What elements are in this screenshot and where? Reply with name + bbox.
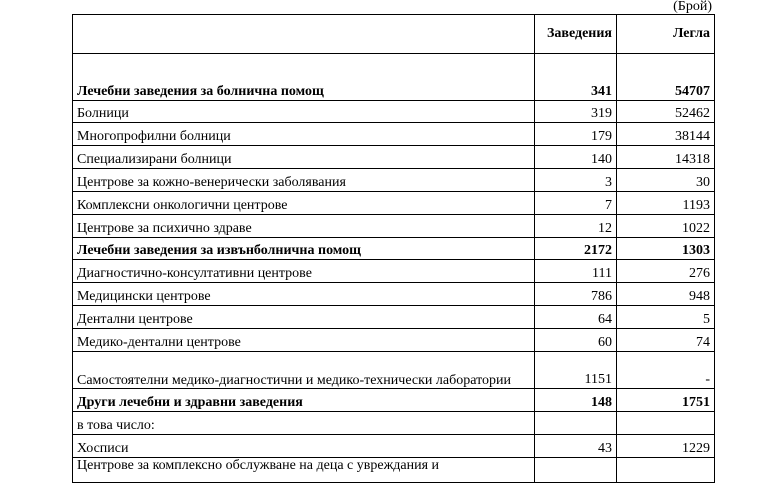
row-institutions: 7: [535, 192, 617, 215]
row-institutions: 64: [535, 306, 617, 329]
row-beds: 54707: [617, 54, 715, 101]
row-name: Самостоятелни медико-диагностични и медико-технически лаборатории: [73, 352, 535, 389]
table-row: [73, 101, 715, 123]
row-name: Болници: [73, 101, 535, 123]
row-name: Диагностично-консултативни центрове: [73, 260, 535, 283]
row-beds: -: [617, 352, 715, 389]
row-institutions: 111: [535, 260, 617, 283]
row-name: Центрове за психично здраве: [73, 215, 535, 238]
table-row: [73, 260, 715, 283]
table-row: [73, 192, 715, 215]
table-row: [73, 238, 715, 260]
row-institutions: 12: [535, 215, 617, 238]
table-row: [73, 352, 715, 389]
row-institutions: [535, 458, 617, 483]
row-name: Центрове за кожно-венерически заболявания: [73, 169, 535, 192]
row-name: в това число:: [73, 412, 535, 435]
row-institutions: 341: [535, 54, 617, 101]
table-header-row: [73, 15, 715, 54]
table-row: [73, 306, 715, 329]
row-name: Многопрофилни болници: [73, 123, 535, 146]
table-row: [73, 123, 715, 146]
row-beds: 38144: [617, 123, 715, 146]
row-institutions: 179: [535, 123, 617, 146]
row-institutions: [535, 412, 617, 435]
row-institutions: 786: [535, 283, 617, 306]
row-name: Медицински центрове: [73, 283, 535, 306]
row-beds: 14318: [617, 146, 715, 169]
row-institutions: 319: [535, 101, 617, 123]
row-beds: [617, 458, 715, 483]
table-row: [73, 389, 715, 412]
row-name: Други лечебни и здравни заведения: [73, 389, 535, 412]
row-beds: 5: [617, 306, 715, 329]
table-row: [73, 169, 715, 192]
table-row: [73, 435, 715, 458]
row-institutions: 140: [535, 146, 617, 169]
row-beds: [617, 412, 715, 435]
table-row: [73, 146, 715, 169]
row-name: Специализирани болници: [73, 146, 535, 169]
health-institutions-table: [72, 14, 715, 483]
row-name: Дентални центрове: [73, 306, 535, 329]
row-beds: 276: [617, 260, 715, 283]
row-name: Хосписи: [73, 435, 535, 458]
row-beds: 74: [617, 329, 715, 352]
table-row: [73, 283, 715, 306]
table-row: [73, 458, 715, 483]
row-institutions: 148: [535, 389, 617, 412]
row-beds: 1193: [617, 192, 715, 215]
row-institutions: 2172: [535, 238, 617, 260]
row-beds: 948: [617, 283, 715, 306]
unit-note: (Брой): [673, 0, 712, 14]
row-beds: 1022: [617, 215, 715, 238]
row-beds: 1751: [617, 389, 715, 412]
table-row: [73, 54, 715, 101]
header-name: [73, 15, 535, 54]
row-name: Лечебни заведения за извънболнична помощ: [73, 238, 535, 260]
row-institutions: 60: [535, 329, 617, 352]
row-institutions: 1151: [535, 352, 617, 389]
table-row: [73, 215, 715, 238]
row-institutions: 3: [535, 169, 617, 192]
header-beds: Легла: [617, 15, 715, 54]
row-name: Центрове за комплексно обслужване на деца с увреждания и: [73, 458, 535, 483]
row-beds: 30: [617, 169, 715, 192]
row-name: Лечебни заведения за болнична помощ: [73, 54, 535, 101]
row-beds: 1229: [617, 435, 715, 458]
row-institutions: 43: [535, 435, 617, 458]
row-name: Комплексни онкологични центрове: [73, 192, 535, 215]
row-name: Медико-дентални центрове: [73, 329, 535, 352]
table-row: [73, 412, 715, 435]
table-row: [73, 329, 715, 352]
row-beds: 1303: [617, 238, 715, 260]
row-beds: 52462: [617, 101, 715, 123]
header-institutions: Заведения: [535, 15, 617, 54]
